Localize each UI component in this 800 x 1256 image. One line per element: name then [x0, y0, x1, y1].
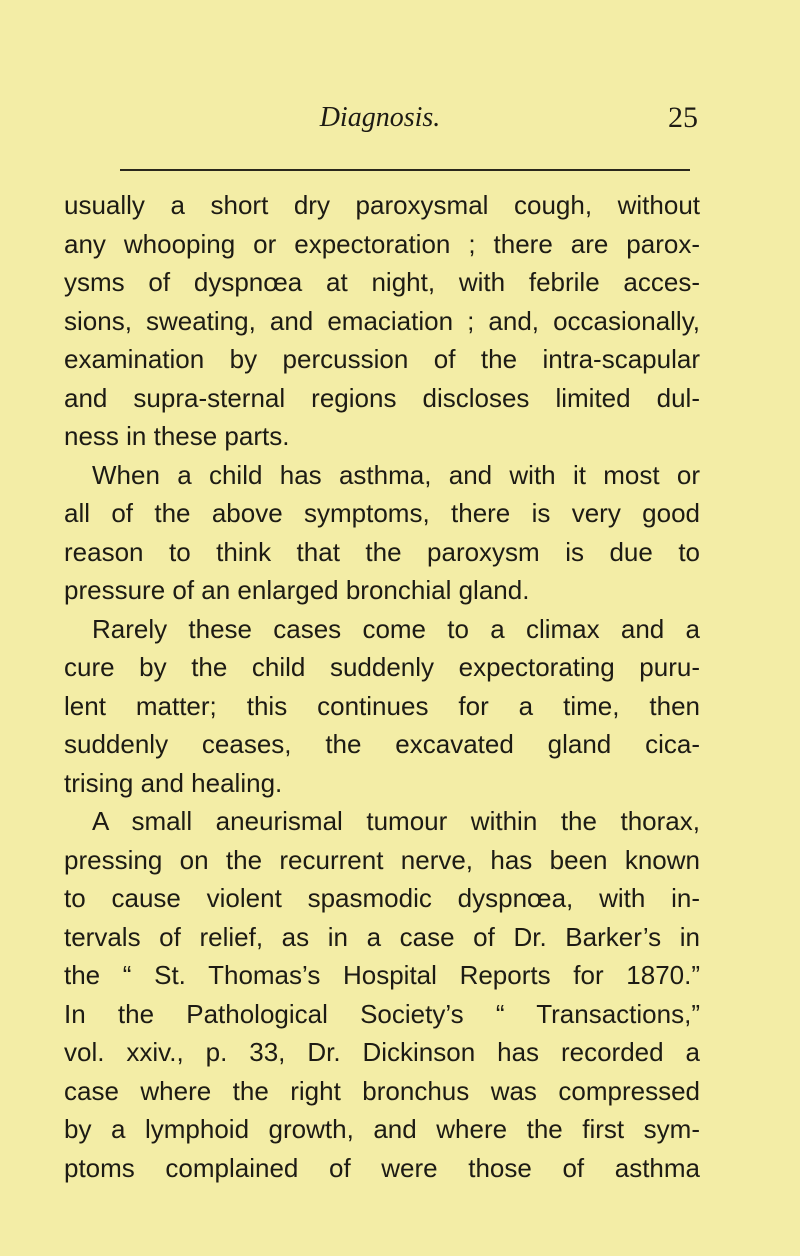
- paragraph-start-line: When a child has asthma, and with it most or: [92, 459, 700, 490]
- chapter-title: Diagnosis.: [319, 102, 441, 133]
- text-line: ptoms complained of were those of asthma: [64, 1152, 700, 1183]
- text-line: pressure of an enlarged bronchial gland.: [64, 575, 530, 605]
- text-line: cure by the child suddenly expectorating puru-: [64, 652, 700, 682]
- paragraph-start-line: Rarely these cases come to a climax and a: [92, 613, 700, 644]
- text-line: all of the above symptoms, there is very good: [64, 498, 700, 528]
- text-line: usually a short dry paroxysmal cough, without: [64, 190, 700, 220]
- text-line: ness in these parts.: [64, 421, 290, 451]
- text-line: and supra-sternal regions discloses limited dul-: [64, 382, 700, 413]
- running-head: [60, 100, 700, 144]
- text-line: suddenly ceases, the excavated gland cica-: [64, 729, 700, 759]
- text-line: by a lymphoid growth, and where the first sym-: [64, 1114, 700, 1144]
- header-rule: [120, 169, 690, 171]
- text-line: ysms of dyspnœa at night, with febrile acces-: [64, 267, 700, 297]
- text-line: any whooping or expectoration ; there are parox-: [64, 228, 700, 259]
- text-line: reason to think that the paroxysm is due to: [64, 536, 700, 567]
- text-line: trising and healing.: [64, 767, 283, 798]
- text-line: sions, sweating, and emaciation ; and, occasionally,: [64, 305, 700, 336]
- paragraph-start-line: A small aneurismal tumour within the thorax,: [92, 806, 700, 836]
- text-line: pressing on the recurrent nerve, has been known: [64, 844, 700, 875]
- text-line: case where the right bronchus was compressed: [64, 1075, 700, 1106]
- text-line: tervals of relief, as in a case of Dr. Barker’s in: [64, 921, 700, 952]
- text-line: the “ St. Thomas’s Hospital Reports for 1870.”: [64, 960, 700, 990]
- text-line: In the Pathological Society’s “ Transactions,”: [64, 998, 700, 1029]
- text-line: lent matter; this continues for a time, then: [64, 690, 700, 721]
- text-line: vol. xxiv., p. 33, Dr. Dickinson has recorded a: [64, 1037, 700, 1067]
- body-text: [64, 186, 700, 1187]
- page-number: 25: [668, 101, 698, 134]
- text-line: examination by percussion of the intra-scapular: [64, 344, 700, 374]
- text-line: to cause violent spasmodic dyspnœa, with in-: [64, 883, 700, 913]
